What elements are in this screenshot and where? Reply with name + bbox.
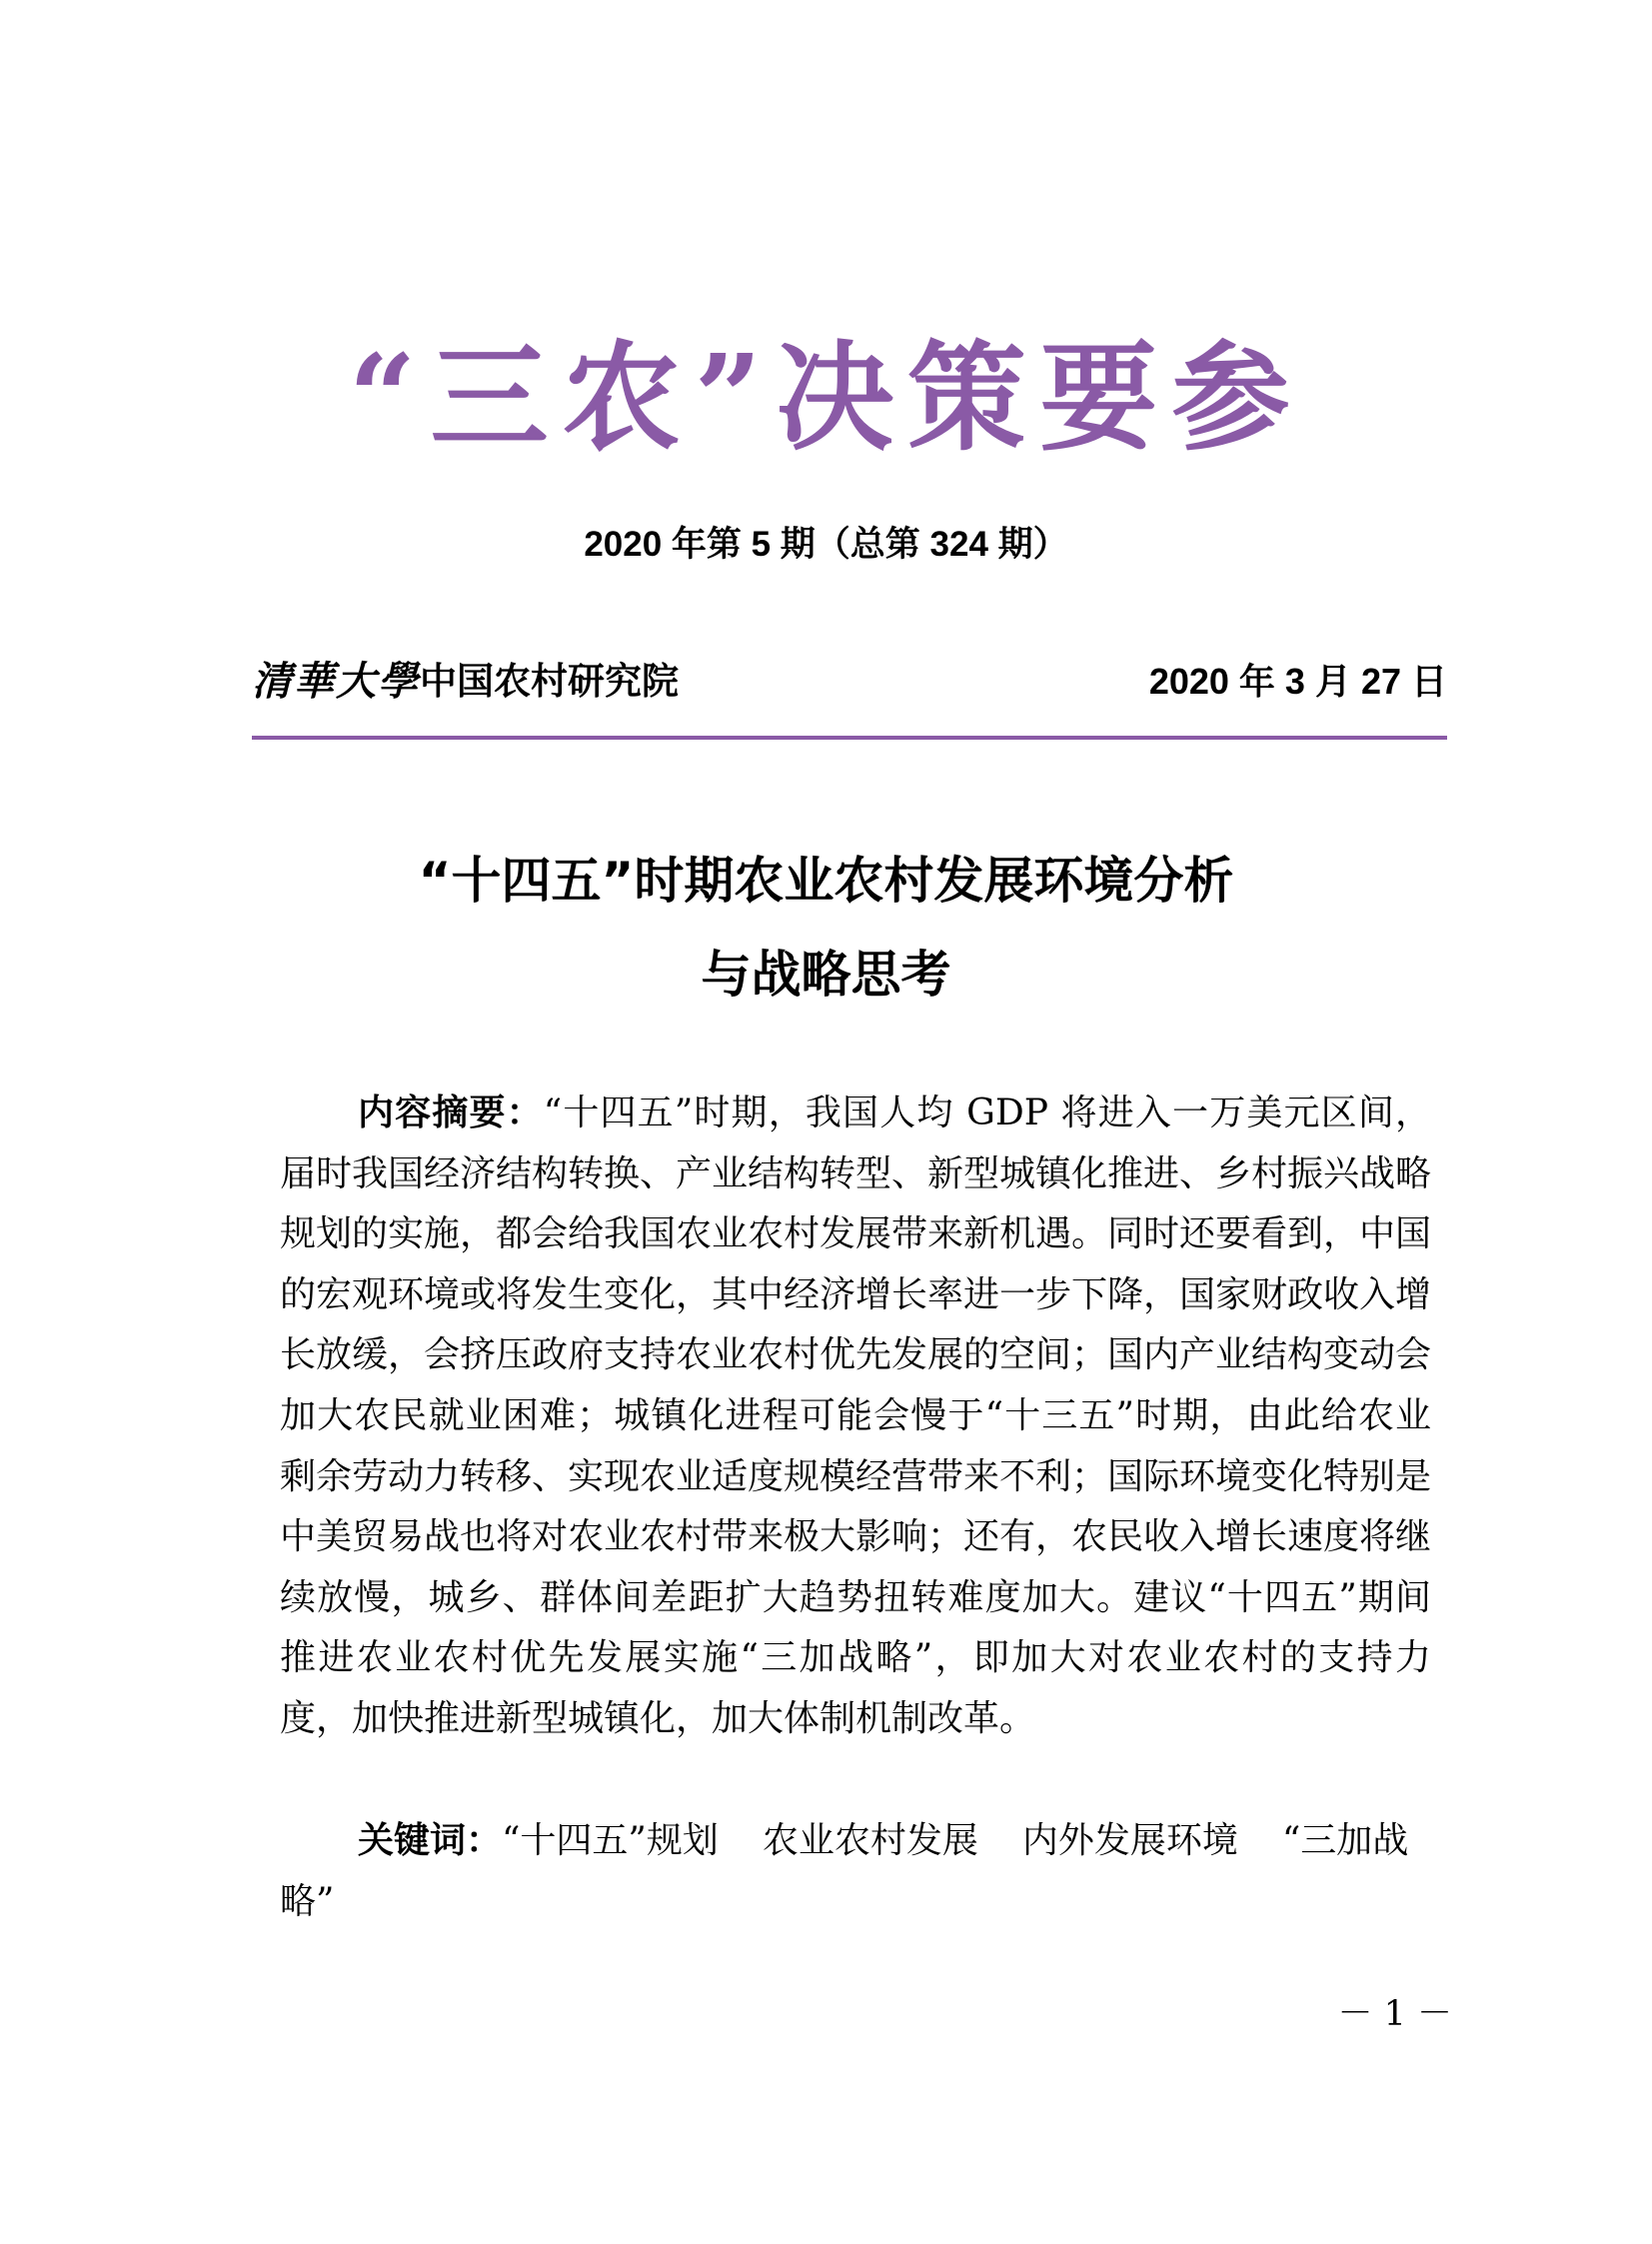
masthead-title: “三农”决策要参 [348, 328, 1304, 467]
keywords-label: 关键词： [358, 1820, 503, 1861]
keywords-paragraph [280, 1811, 1431, 1932]
article-title-line-1: “十四五”时期农业农村发展环境分析 [418, 852, 1234, 910]
keyword-item: “三加战略” [280, 1820, 1409, 1922]
abstract-label: 内容摘要： [358, 1093, 544, 1133]
abstract-text: “十四五”时期，我国人均 GDP 将进入一万美元区间，届时我国经济结构转换、产业结构转型、新型城镇化推进、乡村振兴战略规划的实施，都会给我国农业农村发展带来新机遇。同时还要看到，中国的宏观环境或将发生变化，其中经济增长率进一步下降，国家财政收入增长放缓，会挤压政府支持农业农村优先发展的空间；国内产业结构变动会加大农民就业困难；城镇化进程可能会慢于“十三五”时期，由此给农业剩余劳动力转移、实现农业适度规模经营带来不利；国际环境变化特别是中美贸易战也将对农业农村带来极大影响；还有，农民收入增长速度将继续放慢，城乡、群体间差距扩大趋势扭转难度加大。建议“十四五”期间推进农业农村优先发展实施“三加战略”，即加大对农业农村的支持力度，加快推进新型城镇化，加大体制机制改革。 [280, 1093, 1432, 1739]
page-number: － 1 － [1337, 1994, 1452, 2034]
article-title-line-2: 与战略思考 [701, 946, 951, 1004]
publisher-row [252, 652, 1447, 712]
university-logo: 清華大學 [252, 658, 420, 705]
issue-number: 2020 年第 5 期（总第 324 期） [584, 525, 1068, 564]
keyword-item: 内外发展环境 [1021, 1820, 1238, 1861]
header-divider [252, 736, 1447, 740]
abstract-paragraph [280, 1084, 1431, 1750]
keyword-item: 农业农村发展 [762, 1820, 978, 1861]
article-title [0, 834, 1652, 1022]
institute-name: 中国农村研究院 [420, 660, 679, 703]
keyword-item: “十四五”规划 [502, 1820, 719, 1861]
publication-date: 2020 年 3 月 27 日 [1148, 661, 1447, 702]
